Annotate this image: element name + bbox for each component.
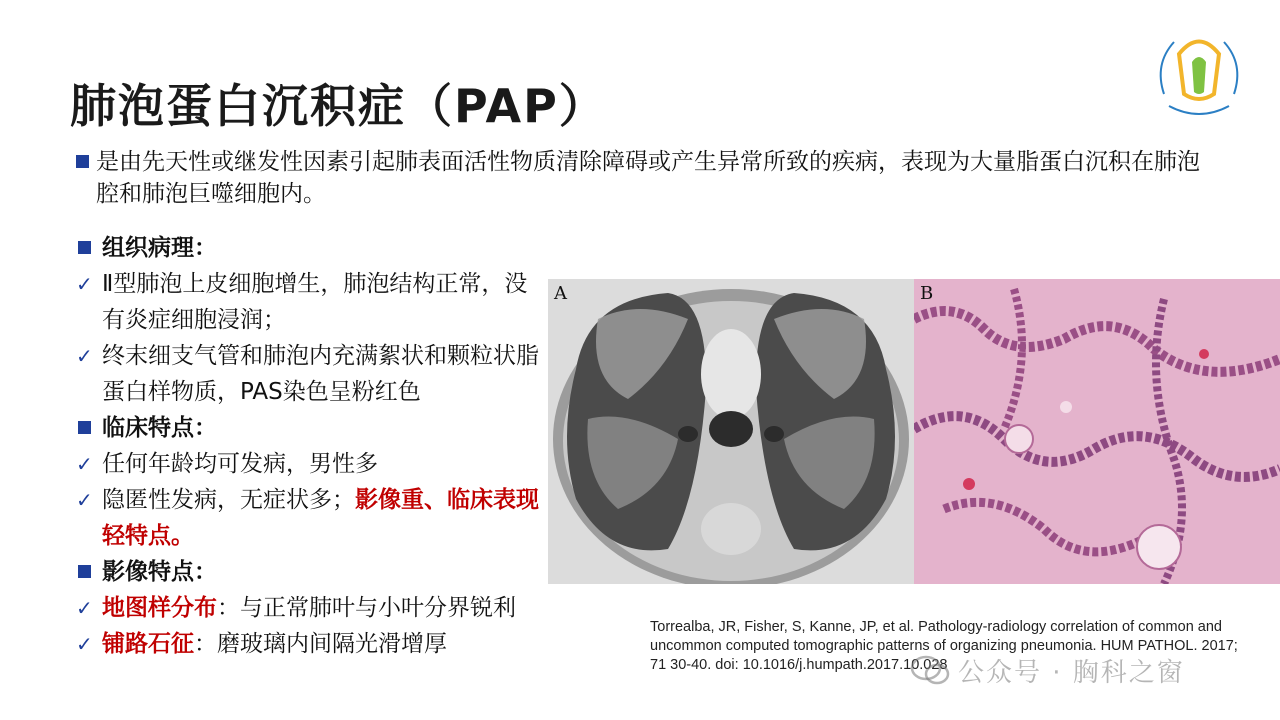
- histology-image: [914, 279, 1280, 584]
- check-icon: ✓: [76, 488, 93, 512]
- list-item: ✓ 铺路石征：磨玻璃内间隔光滑增厚: [76, 626, 546, 662]
- highlight-text: 地图样分布: [102, 595, 217, 621]
- panel-label-a: A: [554, 283, 567, 304]
- ct-scan-image: [548, 279, 914, 584]
- list-item: ✓ 地图样分布：与正常肺叶与小叶分界锐利: [76, 590, 546, 626]
- figure-panels: [548, 279, 1280, 584]
- intro-text: 是由先天性或继发性因素引起肺表面活性物质清除障碍或产生异常所致的疾病，表现为大量脂蛋白沉积在肺泡腔和肺泡巨噬细胞内。: [96, 149, 1200, 207]
- check-icon: ✓: [76, 632, 93, 656]
- list-item: ✓ 任何年龄均可发病，男性多: [76, 446, 546, 482]
- list-item: ✓ 终末细支气管和肺泡内充满絮状和颗粒状脂蛋白样物质，PAS染色呈粉红色: [76, 338, 546, 410]
- bullet-square-icon: [76, 155, 89, 168]
- key-points: [76, 230, 546, 662]
- bullet-square-icon: [78, 421, 91, 434]
- list-item: ✓ Ⅱ型肺泡上皮细胞增生，肺泡结构正常，没有炎症细胞浸润；: [76, 266, 546, 338]
- highlight-text: 铺路石征: [102, 631, 194, 657]
- bullet-square-icon: [78, 241, 91, 254]
- section-heading-clinical: 临床特点：: [76, 410, 546, 446]
- watermark-text: 公众号 · 胸科之窗: [958, 657, 1185, 688]
- check-icon: ✓: [76, 272, 93, 296]
- panel-label-b: B: [920, 283, 934, 304]
- check-icon: ✓: [76, 596, 93, 620]
- watermark: [910, 652, 1185, 688]
- section-heading-pathology: 组织病理：: [76, 230, 546, 266]
- ct-scan-illustration: [548, 279, 914, 584]
- check-icon: ✓: [76, 452, 93, 476]
- bullet-square-icon: [78, 565, 91, 578]
- institution-logo: [1144, 24, 1254, 134]
- intro-paragraph: [76, 146, 1206, 210]
- wechat-icon: [910, 654, 950, 686]
- highlight-text: 影像重、临床表现轻特点。: [102, 487, 539, 549]
- citation: Torrealba, JR, Fisher, S, Kanne, JP, et al. Pathology-radiology correlation of common and uncommon computed tomographic patterns of organizing pneumonia. HUM PATHOL. 2017; 71 30-40. doi: 10.1016/j.humpath.2017.10.028: [650, 619, 1238, 673]
- histology-illustration: [914, 279, 1280, 584]
- page-title: 肺泡蛋白沉积症（PAP）: [70, 79, 607, 133]
- list-item: ✓ 隐匿性发病，无症状多；影像重、临床表现轻特点。: [76, 482, 546, 554]
- section-heading-imaging: 影像特点：: [76, 554, 546, 590]
- check-icon: ✓: [76, 344, 93, 368]
